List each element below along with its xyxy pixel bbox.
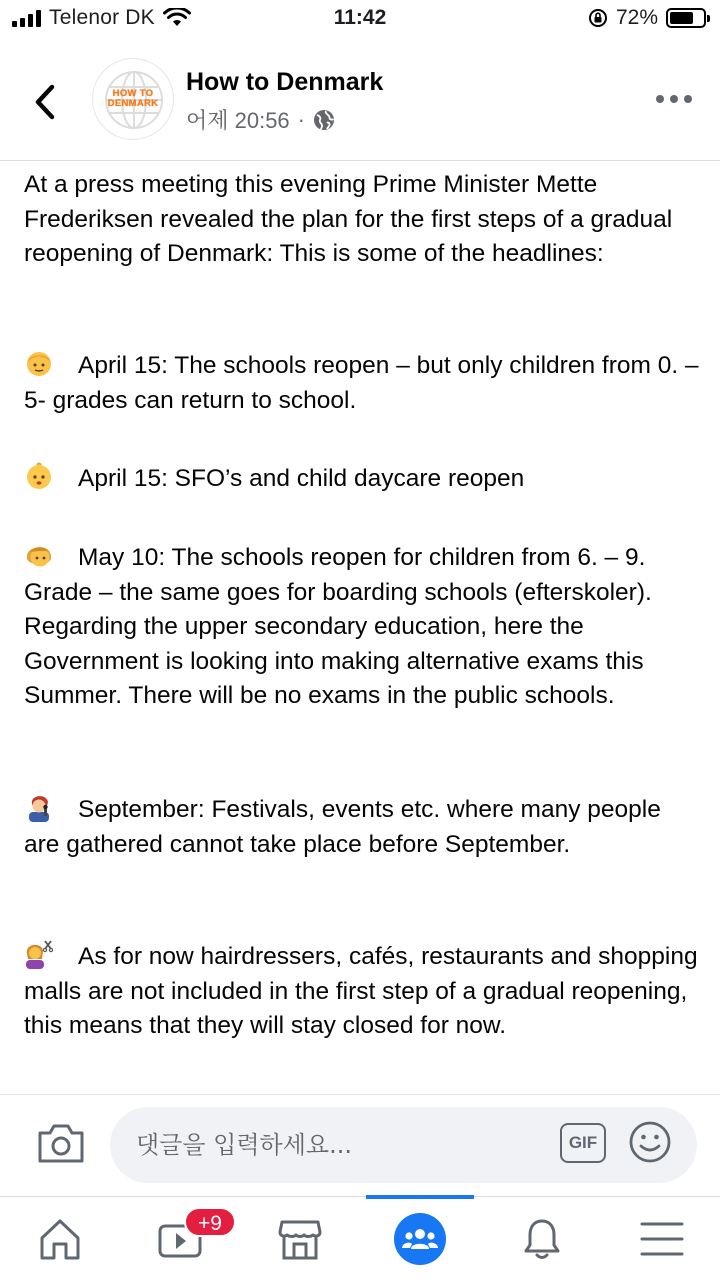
singer-emoji xyxy=(24,792,54,822)
tab-marketplace[interactable] xyxy=(274,1213,326,1265)
status-bar xyxy=(0,0,720,40)
tab-groups[interactable] xyxy=(394,1213,446,1265)
header-divider xyxy=(0,160,720,161)
marketplace-icon xyxy=(276,1216,324,1262)
post-item-text: April 15: The schools reopen – but only children from 0. – 5- grades can return to school. xyxy=(24,352,699,414)
more-options-button[interactable] xyxy=(656,92,692,106)
camera-icon[interactable] xyxy=(36,1121,86,1165)
meta-separator: · xyxy=(297,106,305,132)
notifications-icon xyxy=(518,1215,566,1263)
post-intro: At a press meeting this evening Prime Minister Mette Frederiksen revealed the plan for the first steps of a gradual reopening of Denmark: This is some of the headlines: xyxy=(24,171,673,267)
post-header xyxy=(0,56,720,160)
battery-fill xyxy=(670,12,693,24)
menu-icon xyxy=(638,1218,686,1260)
tab-menu[interactable] xyxy=(636,1213,688,1265)
avatar-logo-line2: DENMARK xyxy=(107,98,159,109)
post-item xyxy=(24,792,700,862)
post-item-text: April 15: SFO’s and child daycare reopen xyxy=(78,465,525,492)
active-tab-indicator xyxy=(366,1195,474,1199)
home-icon xyxy=(36,1216,84,1262)
carrier-name: Telenor DK xyxy=(49,6,155,29)
bottom-tab-bar xyxy=(0,1196,720,1280)
post-item-text: September: Festivals, events etc. where many people are gathered cannot take place before September. xyxy=(24,796,661,858)
battery-icon xyxy=(666,8,706,28)
status-right-group xyxy=(588,6,706,30)
comment-input[interactable] xyxy=(110,1107,697,1183)
post-timestamp[interactable]: 어제 20:56 xyxy=(186,108,290,133)
avatar-logo-text xyxy=(108,89,159,109)
orientation-lock-icon xyxy=(588,8,608,28)
back-button[interactable] xyxy=(28,82,62,122)
girl-face-emoji xyxy=(24,540,54,570)
haircut-emoji xyxy=(24,939,54,969)
boy-face-emoji xyxy=(24,348,54,378)
page-name-link[interactable]: How to Denmark xyxy=(186,68,384,96)
battery-percent: 72% xyxy=(615,6,658,29)
post-item xyxy=(24,939,700,1044)
tab-home[interactable] xyxy=(34,1213,86,1265)
tab-notifications[interactable] xyxy=(516,1213,568,1265)
post-item xyxy=(24,540,700,714)
post-item-text: As for now hairdressers, cafés, restaurants and shopping malls are not included in the first step of a gradual reopening, this means that they will stay closed for now. xyxy=(24,943,698,1039)
post-item xyxy=(24,348,700,418)
clock: 11:42 xyxy=(333,6,387,29)
gif-label: GIF xyxy=(568,1133,598,1152)
video-notification-badge: +9 xyxy=(184,1207,236,1237)
gif-icon[interactable] xyxy=(560,1123,606,1163)
groups-icon xyxy=(394,1213,446,1265)
smiley-icon[interactable] xyxy=(628,1120,672,1164)
baby-face-emoji xyxy=(24,461,54,491)
avatar-logo-line1: HOW TO xyxy=(112,88,154,99)
post-item xyxy=(24,461,700,497)
post-item-text: May 10: The schools reopen for children from 6. – 9. Grade – the same goes for boarding schools (efterskoler). Regarding the upper secondary education, here the Government is looking into making alternative exams this Summer. There will be no exams in the public schools. xyxy=(24,544,652,709)
comment-bar xyxy=(0,1094,720,1196)
page-avatar[interactable] xyxy=(92,58,174,140)
post-meta xyxy=(186,104,335,135)
globe-icon xyxy=(313,109,335,131)
